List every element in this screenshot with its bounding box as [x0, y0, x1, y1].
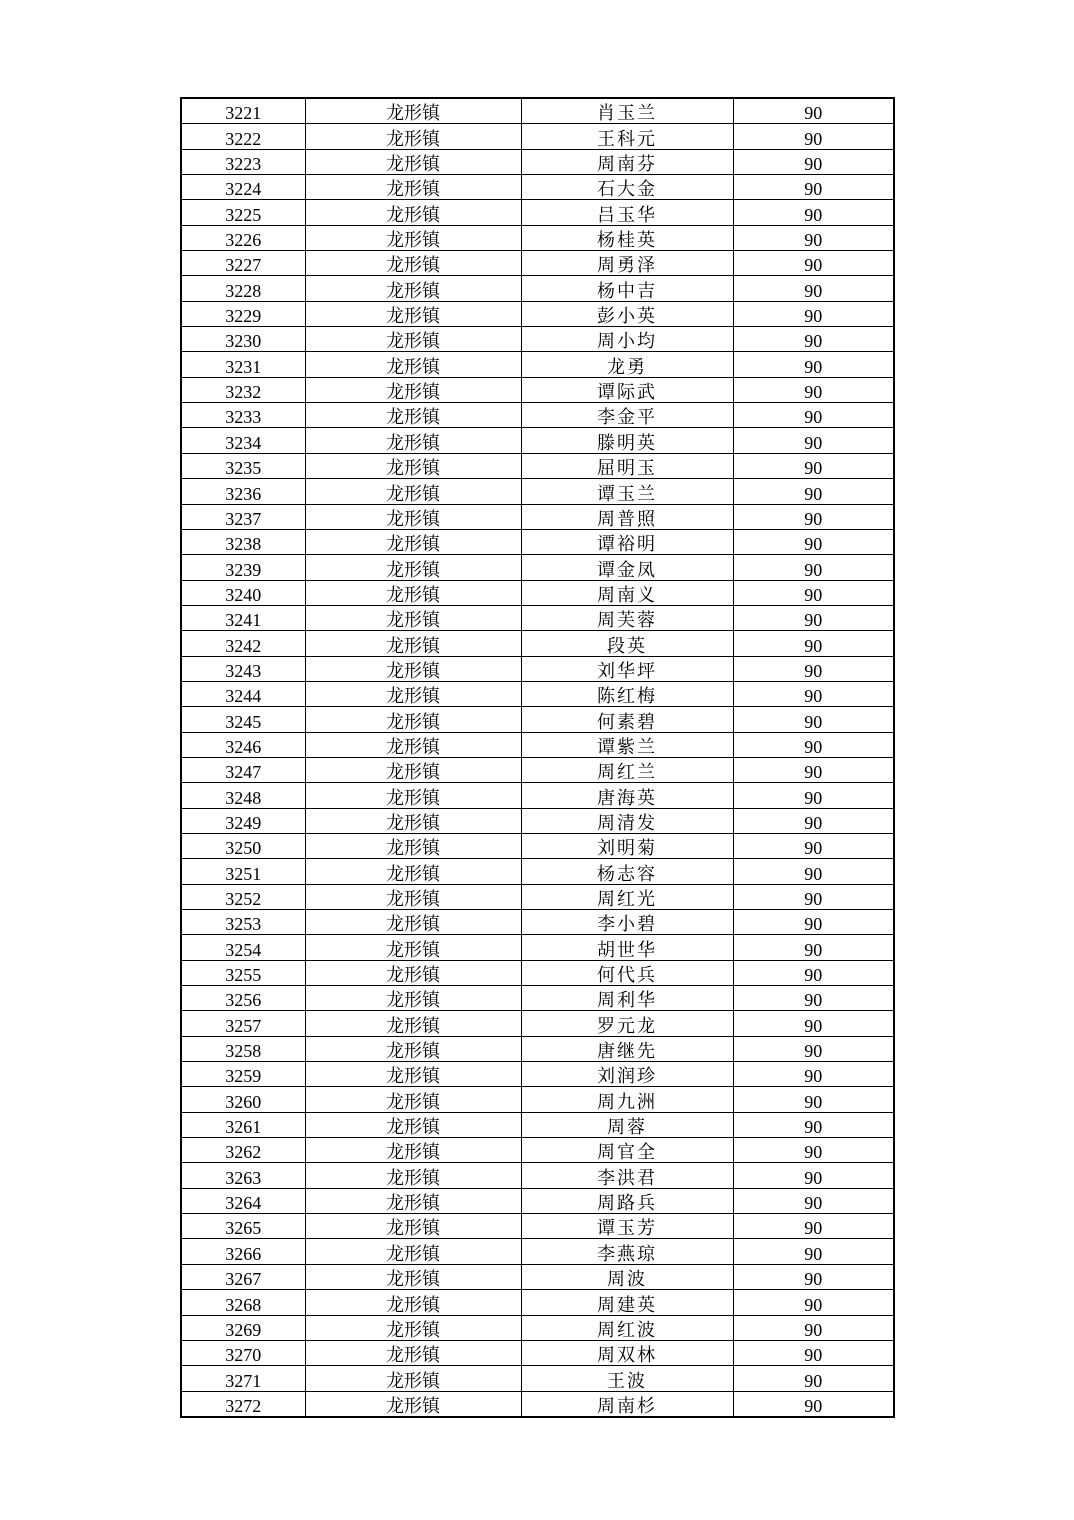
- table-row: [181, 479, 894, 504]
- town-cell: 龙形镇: [305, 251, 521, 276]
- town-cell: 龙形镇: [305, 580, 521, 605]
- table-row: [181, 352, 894, 377]
- row-number-cell: 3229: [181, 301, 305, 326]
- amount-cell: 90: [733, 301, 894, 326]
- person-name-cell: 谭紫兰: [521, 732, 733, 757]
- town-cell: 龙形镇: [305, 783, 521, 808]
- town-cell: 龙形镇: [305, 1011, 521, 1036]
- town-cell: 龙形镇: [305, 884, 521, 909]
- row-number-cell: 3261: [181, 1112, 305, 1137]
- table-row: [181, 1036, 894, 1061]
- amount-cell: 90: [733, 1138, 894, 1163]
- amount-cell: 90: [733, 656, 894, 681]
- person-name-cell: 谭玉芳: [521, 1214, 733, 1239]
- row-number-cell: 3257: [181, 1011, 305, 1036]
- town-cell: 龙形镇: [305, 656, 521, 681]
- row-number-cell: 3226: [181, 225, 305, 250]
- row-number-cell: 3262: [181, 1138, 305, 1163]
- person-name-cell: 刘润珍: [521, 1062, 733, 1087]
- amount-cell: 90: [733, 555, 894, 580]
- town-cell: 龙形镇: [305, 707, 521, 732]
- amount-cell: 90: [733, 124, 894, 149]
- table-row: [181, 98, 894, 124]
- person-name-cell: 周小均: [521, 327, 733, 352]
- table-row: [181, 175, 894, 200]
- town-cell: 龙形镇: [305, 555, 521, 580]
- person-name-cell: 周南芬: [521, 149, 733, 174]
- row-number-cell: 3244: [181, 681, 305, 706]
- town-cell: 龙形镇: [305, 732, 521, 757]
- town-cell: 龙形镇: [305, 808, 521, 833]
- amount-cell: 90: [733, 453, 894, 478]
- person-name-cell: 石大金: [521, 175, 733, 200]
- person-name-cell: 吕玉华: [521, 200, 733, 225]
- town-cell: 龙形镇: [305, 1290, 521, 1315]
- amount-cell: 90: [733, 910, 894, 935]
- person-name-cell: 周波: [521, 1264, 733, 1289]
- person-name-cell: 周红波: [521, 1315, 733, 1340]
- town-cell: 龙形镇: [305, 1366, 521, 1391]
- town-cell: 龙形镇: [305, 504, 521, 529]
- amount-cell: 90: [733, 1264, 894, 1289]
- amount-cell: 90: [733, 1163, 894, 1188]
- person-name-cell: 谭裕明: [521, 529, 733, 554]
- table-row: [181, 783, 894, 808]
- table-row: [181, 656, 894, 681]
- person-name-cell: 谭际武: [521, 377, 733, 402]
- amount-cell: 90: [733, 808, 894, 833]
- row-number-cell: 3222: [181, 124, 305, 149]
- person-name-cell: 彭小英: [521, 301, 733, 326]
- town-cell: 龙形镇: [305, 1214, 521, 1239]
- row-number-cell: 3272: [181, 1391, 305, 1417]
- table-row: [181, 707, 894, 732]
- town-cell: 龙形镇: [305, 1264, 521, 1289]
- table-row: [181, 681, 894, 706]
- record-table-body: [181, 98, 894, 1417]
- amount-cell: 90: [733, 884, 894, 909]
- person-name-cell: 王波: [521, 1366, 733, 1391]
- amount-cell: 90: [733, 225, 894, 250]
- table-row: [181, 1391, 894, 1417]
- town-cell: 龙形镇: [305, 935, 521, 960]
- town-cell: 龙形镇: [305, 859, 521, 884]
- row-number-cell: 3234: [181, 428, 305, 453]
- row-number-cell: 3221: [181, 98, 305, 124]
- person-name-cell: 周官全: [521, 1138, 733, 1163]
- town-cell: 龙形镇: [305, 479, 521, 504]
- table-row: [181, 225, 894, 250]
- row-number-cell: 3245: [181, 707, 305, 732]
- person-name-cell: 何素碧: [521, 707, 733, 732]
- town-cell: 龙形镇: [305, 960, 521, 985]
- amount-cell: 90: [733, 1366, 894, 1391]
- row-number-cell: 3247: [181, 757, 305, 782]
- town-cell: 龙形镇: [305, 605, 521, 630]
- town-cell: 龙形镇: [305, 98, 521, 124]
- person-name-cell: 周路兵: [521, 1188, 733, 1213]
- person-name-cell: 周蓉: [521, 1112, 733, 1137]
- row-number-cell: 3228: [181, 276, 305, 301]
- town-cell: 龙形镇: [305, 631, 521, 656]
- amount-cell: 90: [733, 605, 894, 630]
- table-row: [181, 327, 894, 352]
- table-row: [181, 504, 894, 529]
- table-row: [181, 276, 894, 301]
- amount-cell: 90: [733, 1036, 894, 1061]
- amount-cell: 90: [733, 1340, 894, 1365]
- table-row: [181, 986, 894, 1011]
- amount-cell: 90: [733, 1062, 894, 1087]
- amount-cell: 90: [733, 1315, 894, 1340]
- amount-cell: 90: [733, 732, 894, 757]
- row-number-cell: 3230: [181, 327, 305, 352]
- row-number-cell: 3266: [181, 1239, 305, 1264]
- row-number-cell: 3231: [181, 352, 305, 377]
- town-cell: 龙形镇: [305, 681, 521, 706]
- row-number-cell: 3232: [181, 377, 305, 402]
- town-cell: 龙形镇: [305, 453, 521, 478]
- person-name-cell: 周南义: [521, 580, 733, 605]
- table-row: [181, 732, 894, 757]
- town-cell: 龙形镇: [305, 1315, 521, 1340]
- table-row: [181, 1315, 894, 1340]
- row-number-cell: 3223: [181, 149, 305, 174]
- town-cell: 龙形镇: [305, 1391, 521, 1417]
- person-name-cell: 周芙蓉: [521, 605, 733, 630]
- person-name-cell: 周清发: [521, 808, 733, 833]
- town-cell: 龙形镇: [305, 1112, 521, 1137]
- row-number-cell: 3237: [181, 504, 305, 529]
- amount-cell: 90: [733, 251, 894, 276]
- amount-cell: 90: [733, 428, 894, 453]
- person-name-cell: 段英: [521, 631, 733, 656]
- person-name-cell: 王科元: [521, 124, 733, 149]
- town-cell: 龙形镇: [305, 1239, 521, 1264]
- row-number-cell: 3270: [181, 1340, 305, 1365]
- table-row: [181, 859, 894, 884]
- amount-cell: 90: [733, 935, 894, 960]
- town-cell: 龙形镇: [305, 327, 521, 352]
- town-cell: 龙形镇: [305, 352, 521, 377]
- town-cell: 龙形镇: [305, 1036, 521, 1061]
- amount-cell: 90: [733, 327, 894, 352]
- amount-cell: 90: [733, 833, 894, 858]
- person-name-cell: 周勇泽: [521, 251, 733, 276]
- amount-cell: 90: [733, 707, 894, 732]
- person-name-cell: 李燕琼: [521, 1239, 733, 1264]
- town-cell: 龙形镇: [305, 175, 521, 200]
- table-row: [181, 1188, 894, 1213]
- table-row: [181, 251, 894, 276]
- row-number-cell: 3267: [181, 1264, 305, 1289]
- person-name-cell: 周双林: [521, 1340, 733, 1365]
- amount-cell: 90: [733, 631, 894, 656]
- amount-cell: 90: [733, 98, 894, 124]
- row-number-cell: 3256: [181, 986, 305, 1011]
- person-name-cell: 周红兰: [521, 757, 733, 782]
- amount-cell: 90: [733, 859, 894, 884]
- person-name-cell: 罗元龙: [521, 1011, 733, 1036]
- town-cell: 龙形镇: [305, 200, 521, 225]
- person-name-cell: 周利华: [521, 986, 733, 1011]
- table-row: [181, 631, 894, 656]
- town-cell: 龙形镇: [305, 377, 521, 402]
- row-number-cell: 3253: [181, 910, 305, 935]
- table-row: [181, 1264, 894, 1289]
- table-row: [181, 149, 894, 174]
- town-cell: 龙形镇: [305, 529, 521, 554]
- row-number-cell: 3246: [181, 732, 305, 757]
- person-name-cell: 胡世华: [521, 935, 733, 960]
- table-row: [181, 529, 894, 554]
- person-name-cell: 杨桂英: [521, 225, 733, 250]
- amount-cell: 90: [733, 681, 894, 706]
- table-row: [181, 1138, 894, 1163]
- amount-cell: 90: [733, 149, 894, 174]
- person-name-cell: 陈红梅: [521, 681, 733, 706]
- amount-cell: 90: [733, 1239, 894, 1264]
- person-name-cell: 屈明玉: [521, 453, 733, 478]
- table-row: [181, 910, 894, 935]
- table-row: [181, 1214, 894, 1239]
- person-name-cell: 肖玉兰: [521, 98, 733, 124]
- town-cell: 龙形镇: [305, 225, 521, 250]
- town-cell: 龙形镇: [305, 910, 521, 935]
- row-number-cell: 3239: [181, 555, 305, 580]
- table-row: [181, 1340, 894, 1365]
- person-name-cell: 谭玉兰: [521, 479, 733, 504]
- row-number-cell: 3264: [181, 1188, 305, 1213]
- table-row: [181, 1011, 894, 1036]
- row-number-cell: 3259: [181, 1062, 305, 1087]
- person-name-cell: 杨志容: [521, 859, 733, 884]
- row-number-cell: 3241: [181, 605, 305, 630]
- person-name-cell: 周普照: [521, 504, 733, 529]
- row-number-cell: 3263: [181, 1163, 305, 1188]
- table-row: [181, 1366, 894, 1391]
- amount-cell: 90: [733, 757, 894, 782]
- record-table: [180, 97, 895, 1418]
- table-row: [181, 884, 894, 909]
- town-cell: 龙形镇: [305, 833, 521, 858]
- amount-cell: 90: [733, 529, 894, 554]
- row-number-cell: 3235: [181, 453, 305, 478]
- person-name-cell: 杨中吉: [521, 276, 733, 301]
- table-row: [181, 1062, 894, 1087]
- town-cell: 龙形镇: [305, 301, 521, 326]
- row-number-cell: 3236: [181, 479, 305, 504]
- amount-cell: 90: [733, 1391, 894, 1417]
- row-number-cell: 3252: [181, 884, 305, 909]
- amount-cell: 90: [733, 1290, 894, 1315]
- table-row: [181, 1239, 894, 1264]
- town-cell: 龙形镇: [305, 149, 521, 174]
- table-row: [181, 377, 894, 402]
- town-cell: 龙形镇: [305, 1188, 521, 1213]
- table-row: [181, 200, 894, 225]
- table-row: [181, 428, 894, 453]
- amount-cell: 90: [733, 580, 894, 605]
- amount-cell: 90: [733, 377, 894, 402]
- town-cell: 龙形镇: [305, 276, 521, 301]
- town-cell: 龙形镇: [305, 428, 521, 453]
- row-number-cell: 3233: [181, 403, 305, 428]
- row-number-cell: 3254: [181, 935, 305, 960]
- amount-cell: 90: [733, 1112, 894, 1137]
- row-number-cell: 3227: [181, 251, 305, 276]
- table-row: [181, 1163, 894, 1188]
- row-number-cell: 3268: [181, 1290, 305, 1315]
- row-number-cell: 3255: [181, 960, 305, 985]
- person-name-cell: 周九洲: [521, 1087, 733, 1112]
- amount-cell: 90: [733, 1087, 894, 1112]
- table-row: [181, 403, 894, 428]
- person-name-cell: 何代兵: [521, 960, 733, 985]
- amount-cell: 90: [733, 276, 894, 301]
- table-row: [181, 960, 894, 985]
- town-cell: 龙形镇: [305, 403, 521, 428]
- amount-cell: 90: [733, 1011, 894, 1036]
- person-name-cell: 滕明英: [521, 428, 733, 453]
- row-number-cell: 3238: [181, 529, 305, 554]
- amount-cell: 90: [733, 1188, 894, 1213]
- row-number-cell: 3249: [181, 808, 305, 833]
- table-row: [181, 808, 894, 833]
- amount-cell: 90: [733, 1214, 894, 1239]
- table-row: [181, 453, 894, 478]
- amount-cell: 90: [733, 504, 894, 529]
- row-number-cell: 3242: [181, 631, 305, 656]
- row-number-cell: 3243: [181, 656, 305, 681]
- amount-cell: 90: [733, 175, 894, 200]
- amount-cell: 90: [733, 200, 894, 225]
- person-name-cell: 刘明菊: [521, 833, 733, 858]
- row-number-cell: 3248: [181, 783, 305, 808]
- row-number-cell: 3258: [181, 1036, 305, 1061]
- town-cell: 龙形镇: [305, 986, 521, 1011]
- table-row: [181, 1087, 894, 1112]
- town-cell: 龙形镇: [305, 1062, 521, 1087]
- town-cell: 龙形镇: [305, 1163, 521, 1188]
- table-row: [181, 935, 894, 960]
- amount-cell: 90: [733, 960, 894, 985]
- row-number-cell: 3269: [181, 1315, 305, 1340]
- town-cell: 龙形镇: [305, 1138, 521, 1163]
- person-name-cell: 周南杉: [521, 1391, 733, 1417]
- amount-cell: 90: [733, 403, 894, 428]
- row-number-cell: 3260: [181, 1087, 305, 1112]
- table-row: [181, 580, 894, 605]
- person-name-cell: 李金平: [521, 403, 733, 428]
- town-cell: 龙形镇: [305, 124, 521, 149]
- row-number-cell: 3240: [181, 580, 305, 605]
- table-row: [181, 555, 894, 580]
- table-row: [181, 301, 894, 326]
- town-cell: 龙形镇: [305, 757, 521, 782]
- town-cell: 龙形镇: [305, 1087, 521, 1112]
- table-row: [181, 1112, 894, 1137]
- person-name-cell: 唐海英: [521, 783, 733, 808]
- person-name-cell: 周红光: [521, 884, 733, 909]
- person-name-cell: 周建英: [521, 1290, 733, 1315]
- row-number-cell: 3225: [181, 200, 305, 225]
- person-name-cell: 龙勇: [521, 352, 733, 377]
- amount-cell: 90: [733, 986, 894, 1011]
- row-number-cell: 3251: [181, 859, 305, 884]
- table-row: [181, 757, 894, 782]
- person-name-cell: 李洪君: [521, 1163, 733, 1188]
- town-cell: 龙形镇: [305, 1340, 521, 1365]
- row-number-cell: 3271: [181, 1366, 305, 1391]
- person-name-cell: 谭金凤: [521, 555, 733, 580]
- amount-cell: 90: [733, 352, 894, 377]
- row-number-cell: 3224: [181, 175, 305, 200]
- person-name-cell: 唐继先: [521, 1036, 733, 1061]
- table-row: [181, 124, 894, 149]
- table-row: [181, 605, 894, 630]
- person-name-cell: 李小碧: [521, 910, 733, 935]
- table-row: [181, 833, 894, 858]
- table-row: [181, 1290, 894, 1315]
- row-number-cell: 3250: [181, 833, 305, 858]
- person-name-cell: 刘华坪: [521, 656, 733, 681]
- row-number-cell: 3265: [181, 1214, 305, 1239]
- amount-cell: 90: [733, 783, 894, 808]
- amount-cell: 90: [733, 479, 894, 504]
